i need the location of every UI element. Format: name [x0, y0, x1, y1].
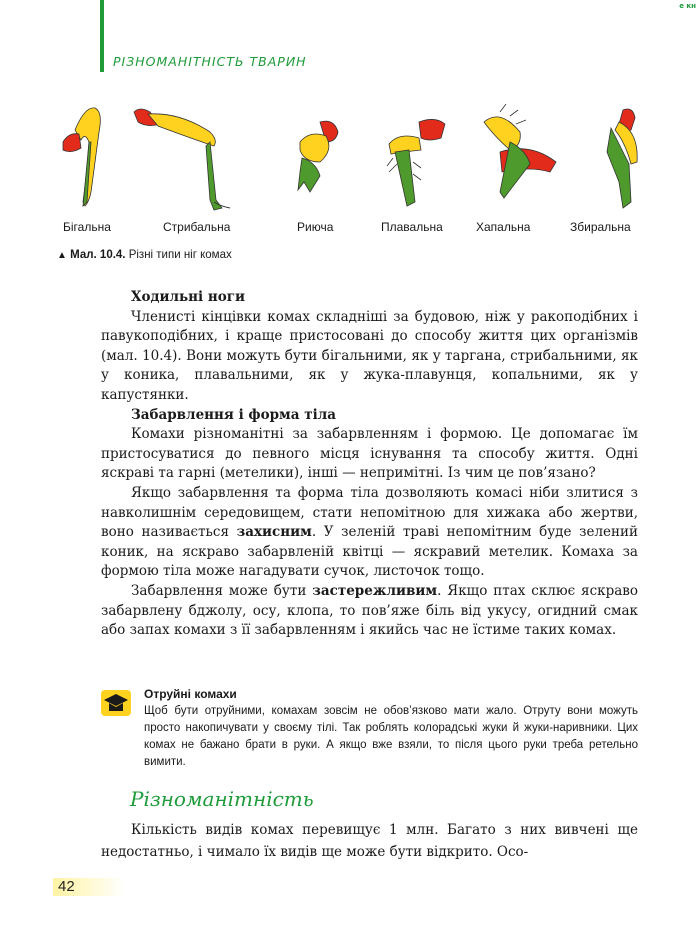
term-warning: застережливим: [312, 582, 438, 599]
insect-legs-figure: [50, 102, 650, 214]
note-title: Отруйні комахи: [144, 687, 237, 701]
jumping-leg-image: [130, 102, 240, 212]
poisonous-insects-note: [144, 686, 638, 771]
label-digging-leg: Риюча: [297, 220, 334, 234]
text-span: Забарвлення може бути: [131, 582, 313, 599]
page-header-title: РІЗНОМАНІТНІСТЬ ТВАРИН: [113, 54, 307, 69]
paragraph-warning-coloration: [101, 582, 638, 641]
label-grasping-leg: Хапальна: [476, 220, 531, 234]
paragraph-coloration-intro: Комахи різноманітні за забарвленням і формою. Це допомагає їм пристосуватися до певного місця існування та способу життя. Одні яскраві та гарні (метелики), інші — непримітні. Із чим це пов’язано?: [101, 426, 638, 482]
caption-reference: Мал. 10.4.: [70, 249, 126, 261]
section-title-diversity: Різноманітність: [130, 787, 314, 811]
collecting-leg-image: [595, 102, 650, 212]
note-text: Щоб бути отруйними, комахам зовсім не обов’язково мати жало. Отруту вони можуть просто накопичувати у своєму тілі. Так роблять колорадські жуки й жуки-наривники. Цих комах не бажано брати в руки. А якщо вже взяли, то після цього руки треба ретельно вимити.: [144, 705, 638, 768]
grasping-leg-image: [480, 102, 560, 212]
header-accent-bar: [100, 0, 104, 72]
page-number: 42: [58, 878, 75, 895]
term-protective: захисним: [236, 524, 312, 541]
label-collecting-leg: Збиральна: [570, 220, 631, 234]
figure-leg-labels: [0, 220, 700, 238]
label-jumping-leg: Стрибальна: [163, 220, 231, 234]
caption-text: Різні типи ніг комах: [125, 249, 232, 261]
diversity-text: [101, 819, 638, 863]
caption-marker: ▲: [57, 250, 67, 261]
running-leg-image: [55, 102, 110, 212]
label-swimming-leg: Плавальна: [381, 220, 443, 234]
text-span: Якщо забарвлення та форма тіла дозволяють комасі ніби злитися з навколишнім середовищем, стати непомітною для хижака або жертви, воно називається: [101, 484, 638, 541]
heading-coloration: Забарвлення і форма тіла: [131, 406, 336, 423]
figure-caption: [57, 249, 232, 261]
paragraph-legs: Членисті кінцівки комах складніші за будовою, ніж у ракоподібних і павукоподібних, і краще пристосовані до способу життя цих організмів (мал. 10.4). Вони можуть бути бігальними, як у таргана, стрибальними, як у коника, плавальними, як у жука-плавунця, копальними, як у капустянки.: [101, 308, 638, 403]
paragraph-protective-coloration: [101, 484, 638, 582]
graduation-cap-icon: [101, 690, 131, 716]
heading-walking-legs: Ходильні ноги: [131, 289, 246, 305]
text-span: . Якщо птах склює яскраво забарвлену бджолу, осу, клопа, то пов’яже біль від укусу, огидний смак або запах комахи з її забарвленням і якийсь час не їстиме таких комах.: [101, 582, 638, 639]
digging-leg-image: [290, 102, 350, 202]
publisher-logo: e кн: [679, 2, 696, 10]
main-text: [101, 288, 638, 641]
label-running-leg: Бігальна: [63, 220, 111, 234]
swimming-leg-image: [385, 102, 455, 212]
paragraph-diversity: Кількість видів комах перевищує 1 млн. Багато з них вивчені ще недостатньо, і чимало їх видів ще може бути відкрито. Осо-: [101, 822, 638, 860]
text-span: . У зеленій траві непомітним буде зелений коник, на яскраво забарвленій квітці — яскравий метелик. Комаха за формою тіла може нагадувати сучок, листочок тощо.: [101, 524, 638, 580]
